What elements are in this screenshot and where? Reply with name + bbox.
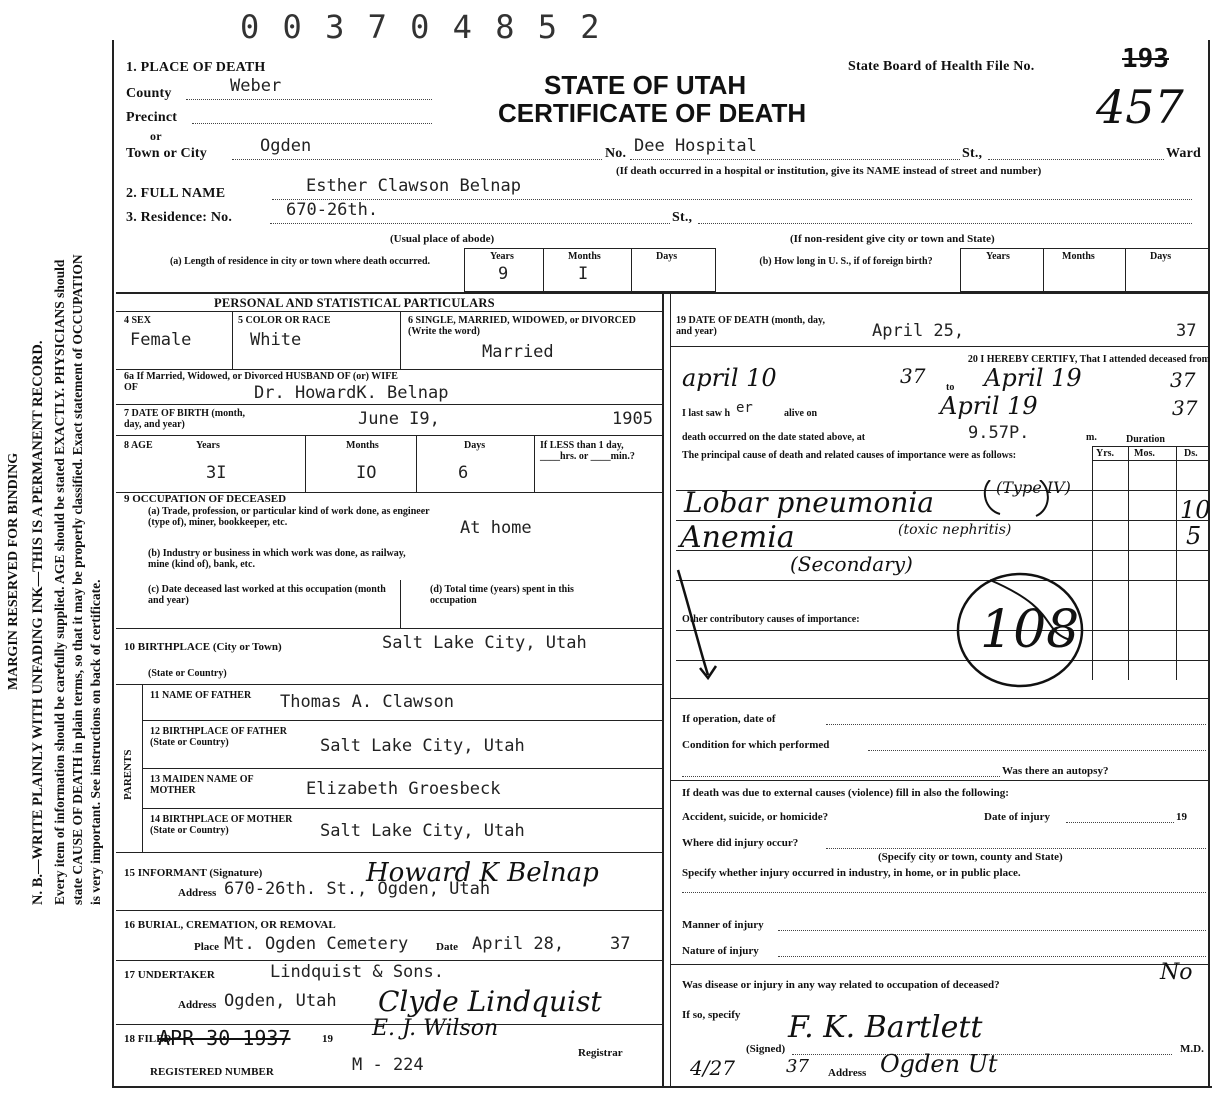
foreign-birth-label: (b) How long in U. S., if of foreign birth? <box>759 256 933 267</box>
cause-1-days: 10 <box>1180 496 1211 524</box>
birthplace-label: 10 BIRTHPLACE (City or Town) <box>124 641 282 653</box>
foreign-years-header: Years <box>986 251 1010 262</box>
or-label: or <box>150 129 162 143</box>
color-value: White <box>250 330 302 350</box>
registered-number-label: REGISTERED NUMBER <box>150 1066 274 1078</box>
death-occurred-label: death occurred on the date stated above, at <box>682 432 866 443</box>
physician-address-value: Ogden Ut <box>880 1050 998 1078</box>
attended-from-year: 37 <box>900 364 926 388</box>
mother-birthplace-value: Salt Lake City, Utah <box>320 821 525 841</box>
informant-signature: Howard K Belnap <box>366 858 599 888</box>
cause-2-days: 5 <box>1186 522 1202 550</box>
attended-to: April 19 <box>984 364 1082 392</box>
specify-industry-label: Specify whether injury occurred in industry, in home, or in public place. <box>682 867 1021 879</box>
age-days-header: Days <box>464 440 486 451</box>
birthplace-state-label: (State or Country) <box>148 668 227 679</box>
file-no-label: State Board of Health File No. <box>848 59 1035 74</box>
place-heading: 1. PLACE OF DEATH <box>126 60 266 75</box>
no-label: No. <box>605 146 627 161</box>
physician-signature: F. K. Bartlett <box>788 1010 983 1045</box>
county-label: County <box>126 86 172 101</box>
occupation-value: At home <box>460 518 532 538</box>
father-name-label: 11 NAME OF FATHER <box>150 690 252 701</box>
spouse-label: 6a If Married, Widowed, or Divorced HUSBAND OF (or) WIFE OF <box>124 371 398 393</box>
manner-injury-label: Manner of injury <box>682 919 764 931</box>
alive-on-label: alive on <box>784 408 818 419</box>
residence-months: I <box>578 264 589 284</box>
burial-place-label: Place <box>194 941 220 953</box>
nonresident-note: (If non-resident give city or town and State) <box>790 233 995 245</box>
residence-st-label: St., <box>672 210 693 225</box>
town-value: Ogden <box>260 136 312 156</box>
cause-2: Anemia <box>680 520 795 555</box>
length-residence-label: (a) Length of residence in city or town where death occurred. <box>169 256 431 267</box>
to-label: to <box>946 382 955 393</box>
burial-place-value: Mt. Ogden Cemetery <box>224 934 409 954</box>
registrar-label: Registrar <box>578 1047 623 1059</box>
parents-label: PARENTS <box>122 749 134 800</box>
residence-years: 9 <box>498 264 509 284</box>
burial-label: 16 BURIAL, CREMATION, OR REMOVAL <box>124 919 336 931</box>
marital-label: 6 SINGLE, MARRIED, WIDOWED, or DIVORCED (Write the word) <box>408 315 636 337</box>
signed-label: (Signed) <box>746 1043 786 1055</box>
undertaker-address-label: Address <box>178 999 217 1011</box>
foreign-months-header: Months <box>1062 251 1095 262</box>
margin-nb-text: N. B.—WRITE PLAINLY WITH UNFADING INK—THIS IS A PERMANENT RECORD. <box>30 340 46 905</box>
occupation-related-answer: No <box>1160 960 1193 985</box>
dob-value: June I9, <box>358 409 440 429</box>
autopsy-label: Was there an autopsy? <box>1002 765 1109 777</box>
personal-heading: PERSONAL AND STATISTICAL PARTICULARS <box>214 296 495 310</box>
age-months-header: Months <box>346 440 379 451</box>
age-label: 8 AGE <box>124 440 153 451</box>
where-injury-label: Where did injury occur? <box>682 837 799 849</box>
accident-label: Accident, suicide, or homicide? <box>682 811 829 823</box>
months-header: Months <box>568 251 601 262</box>
yrs-header: Yrs. <box>1096 448 1115 459</box>
father-name-value: Thomas A. Clawson <box>280 692 454 712</box>
specify-city-note: (Specify city or town, county and State) <box>878 851 1063 863</box>
father-birthplace-label: 12 BIRTHPLACE OF FATHER (State or Country) <box>150 726 287 748</box>
dod-value: April 25, <box>872 321 965 341</box>
foreign-days-header: Days <box>1150 251 1172 262</box>
last-saw-her: er <box>736 400 753 416</box>
sex-value: Female <box>130 330 192 350</box>
registrar-signature: E. J. Wilson <box>372 1016 499 1041</box>
usual-abode-note: (Usual place of abode) <box>390 233 495 245</box>
last-saw-year: 37 <box>1172 396 1198 420</box>
undertaker-address-value: Ogden, Utah <box>224 991 337 1011</box>
physician-address-label: Address <box>828 1067 867 1079</box>
cause-1: Lobar pneumonia <box>684 486 935 519</box>
burial-year-value: 37 <box>610 934 631 954</box>
margin-instructions-2: state CAUSE OF DEATH in plain terms, so that it may be properly classified. Exact statement of OCCUPATION <box>70 254 85 905</box>
age-months: IO <box>356 463 377 483</box>
age-years: 3I <box>206 463 227 483</box>
less-than-label: If LESS than 1 day, ____hrs. or ____min.? <box>540 440 635 462</box>
injury-date-label: Date of injury <box>984 811 1050 823</box>
death-time: 9.57P. <box>968 423 1030 443</box>
age-days: 6 <box>458 463 469 483</box>
spouse-value: Dr. HowardK. Belnap <box>254 383 449 403</box>
occupation-c-label: (c) Date deceased last worked at this occupation (month and year) <box>148 584 386 606</box>
cause-label: The principal cause of death and related causes of importance were as follows: <box>682 450 1017 461</box>
dob-label: 7 DATE OF BIRTH (month, day, and year) <box>124 408 246 430</box>
condition-label: Condition for which performed <box>682 739 830 751</box>
undertaker-label: 17 UNDERTAKER <box>124 969 215 981</box>
injury-year-label: 19 <box>1176 811 1187 823</box>
filed-19-label: 19 <box>322 1033 333 1045</box>
occupation-d-label: (d) Total time (years) spent in this occupation <box>430 584 574 606</box>
sex-label: 4 SEX <box>124 315 151 326</box>
filed-stamp: APR 30 1937 <box>158 1026 291 1050</box>
other-causes-label: Other contributory causes of importance: <box>682 614 860 625</box>
informant-address-label: Address <box>178 887 217 899</box>
burial-date-value: April 28, <box>472 934 565 954</box>
margin-instructions-3: is very important. See instructions on back of certificate. <box>88 579 103 905</box>
m-label: m. <box>1086 432 1097 443</box>
operation-label: If operation, date of <box>682 713 776 725</box>
external-causes-label: If death was due to external causes (violence) fill in also the following: <box>682 787 1009 799</box>
mos-header: Mos. <box>1134 448 1155 459</box>
cause-3: (Secondary) <box>790 552 913 576</box>
registered-number-value: M - 224 <box>352 1055 424 1075</box>
ward-label: Ward <box>1166 146 1202 161</box>
days-header: Days <box>656 251 678 262</box>
title-certificate: CERTIFICATE OF DEATH <box>498 98 807 128</box>
informant-label: 15 INFORMANT (Signature) <box>124 867 263 879</box>
file-no-handwritten: 457 <box>1096 80 1184 134</box>
residence-value: 670-26th. <box>286 200 379 220</box>
last-saw-value: April 19 <box>940 392 1038 420</box>
title-state: STATE OF UTAH <box>544 70 747 100</box>
signed-year: 37 <box>786 1056 809 1077</box>
informant-address-value: 670-26th. St., Ogden, Utah <box>224 879 491 899</box>
dob-year: 1905 <box>612 409 653 429</box>
occupation-a-label: (a) Trade, profession, or particular kind of work done, as engineer (type of), miner, bookkeeper, etc. <box>148 506 430 528</box>
county-value: Weber <box>230 76 282 96</box>
undertaker-value: Lindquist & Sons. <box>270 962 444 982</box>
margin-instructions-1: Every item of information should be carefully supplied. AGE should be stated EXACTLY. PHYSICIANS should <box>52 259 67 905</box>
full-name-value: Esther Clawson Belnap <box>306 176 521 196</box>
mother-name-label: 13 MAIDEN NAME OF MOTHER <box>150 774 254 796</box>
color-label: 5 COLOR OR RACE <box>238 315 331 326</box>
occupation-b-label: (b) Industry or business in which work was done, as railway, mine (kind of), bank, etc. <box>148 548 406 570</box>
mother-name-value: Elizabeth Groesbeck <box>306 779 501 799</box>
cause-2-note: (toxic nephritis) <box>898 522 1012 538</box>
duration-label: Duration <box>1126 434 1165 445</box>
mother-birthplace-label: 14 BIRTHPLACE OF MOTHER (State or Country) <box>150 814 293 836</box>
dod-label: 19 DATE OF DEATH (month, day, and year) <box>676 315 825 337</box>
birthplace-value: Salt Lake City, Utah <box>382 633 587 653</box>
ds-header: Ds. <box>1184 448 1198 459</box>
margin-binding-text: MARGIN RESERVED FOR BINDING <box>6 452 21 690</box>
serial-number: 0 0 3 7 0 4 8 5 2 <box>240 8 602 46</box>
precinct-label: Precinct <box>126 110 178 125</box>
undertaker-signature: Clyde Lindquist <box>378 985 602 1018</box>
signed-date: 4/27 <box>690 1056 735 1080</box>
cause-code: 108 <box>980 600 1080 660</box>
attended-from: april 10 <box>682 364 777 392</box>
residence-label: 3. Residence: No. <box>126 210 233 225</box>
attended-to-year: 37 <box>1170 368 1196 392</box>
if-so-label: If so, specify <box>682 1009 741 1021</box>
certify-label: 20 I HEREBY CERTIFY, That I attended deceased from <box>967 354 1210 365</box>
nature-injury-label: Nature of injury <box>682 945 759 957</box>
file-no-value: 193 <box>1122 44 1169 74</box>
father-birthplace-value: Salt Lake City, Utah <box>320 736 525 756</box>
marital-value: Married <box>482 342 554 362</box>
burial-date-label: Date <box>436 941 458 953</box>
hospital-value: Dee Hospital <box>634 136 757 156</box>
town-label: Town or City <box>126 146 207 161</box>
hospital-note: (If death occurred in a hospital or institution, give its NAME instead of street and number) <box>616 165 1042 177</box>
cause-1-note: (Type IV) <box>996 478 1071 497</box>
occupation-heading: 9 OCCUPATION OF DECEASED <box>124 493 287 505</box>
filed-label: 18 FILED <box>124 1033 172 1045</box>
occupation-related-label: Was disease or injury in any way related to occupation of deceased? <box>682 979 1000 991</box>
md-label: M.D. <box>1180 1043 1204 1055</box>
dod-year: 37 <box>1176 321 1197 341</box>
years-header: Years <box>490 251 514 262</box>
handwritten-arrow-marks <box>660 480 1220 720</box>
full-name-label: 2. FULL NAME <box>126 186 226 201</box>
street-label: St., <box>962 146 983 161</box>
age-years-header: Years <box>196 440 220 451</box>
last-saw-label: I last saw h <box>682 408 731 419</box>
